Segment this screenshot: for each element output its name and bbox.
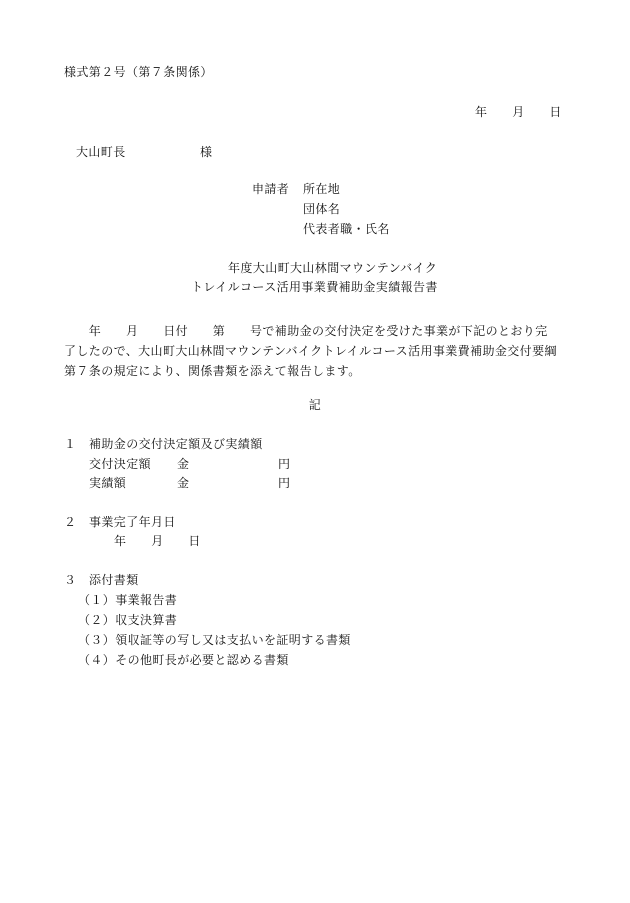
attachment-item: （３）領収証等の写し又は支払いを証明する書類 — [78, 633, 351, 647]
report-body-line: 了したので、大山町大山林間マウンテンバイクトレイルコース活用事業費補助金交付要綱 — [64, 344, 557, 358]
applicant-label: 申請者 — [252, 182, 290, 196]
document-title-line1: 年度大山町大山林間マウンテンバイク — [228, 261, 438, 275]
form-number: 様式第２号（第７条関係） — [64, 65, 213, 79]
document-title-line2: トレイルコース活用事業費補助金実績報告書 — [191, 280, 438, 294]
report-body — [64, 321, 569, 381]
addressee-honorific: 様 — [200, 145, 213, 159]
report-body-line: 第７条の規定により、関係書類を添えて報告します。 — [64, 364, 361, 378]
applicant-org-label: 団体名 — [303, 202, 341, 216]
actual-amount-unit: 円 — [278, 476, 291, 490]
actual-amount-label: 実績額 — [89, 476, 127, 490]
ki-heading: 記 — [308, 398, 322, 412]
report-body-line: 年 月 日付 第 号で補助金の交付決定を受けた事業が下記のとおり完 — [64, 324, 548, 338]
attachment-item: （１）事業報告書 — [78, 593, 178, 607]
section1-heading: 補助金の交付決定額及び実績額 — [89, 437, 263, 451]
report-date: 年 月 日 — [475, 105, 562, 119]
attachment-item: （２）収支決算書 — [78, 613, 178, 627]
decision-amount-prefix: 金 — [177, 457, 190, 471]
attachment-item: （４）その他町長が必要と認める書類 — [78, 653, 289, 667]
decision-amount-unit: 円 — [278, 457, 291, 471]
completion-date: 年 月 日 — [114, 534, 201, 548]
decision-amount-label: 交付決定額 — [89, 457, 152, 471]
section2-heading: 事業完了年月日 — [89, 515, 176, 529]
actual-amount-prefix: 金 — [177, 476, 190, 490]
section1-number: １ — [64, 437, 77, 451]
section3-heading: 添付書類 — [89, 573, 139, 587]
section2-number: ２ — [64, 515, 77, 529]
applicant-address-label: 所在地 — [303, 182, 341, 196]
addressee-name: 大山町長 — [76, 145, 126, 159]
section3-number: ３ — [64, 573, 77, 587]
applicant-rep-label: 代表者職・氏名 — [303, 222, 390, 236]
